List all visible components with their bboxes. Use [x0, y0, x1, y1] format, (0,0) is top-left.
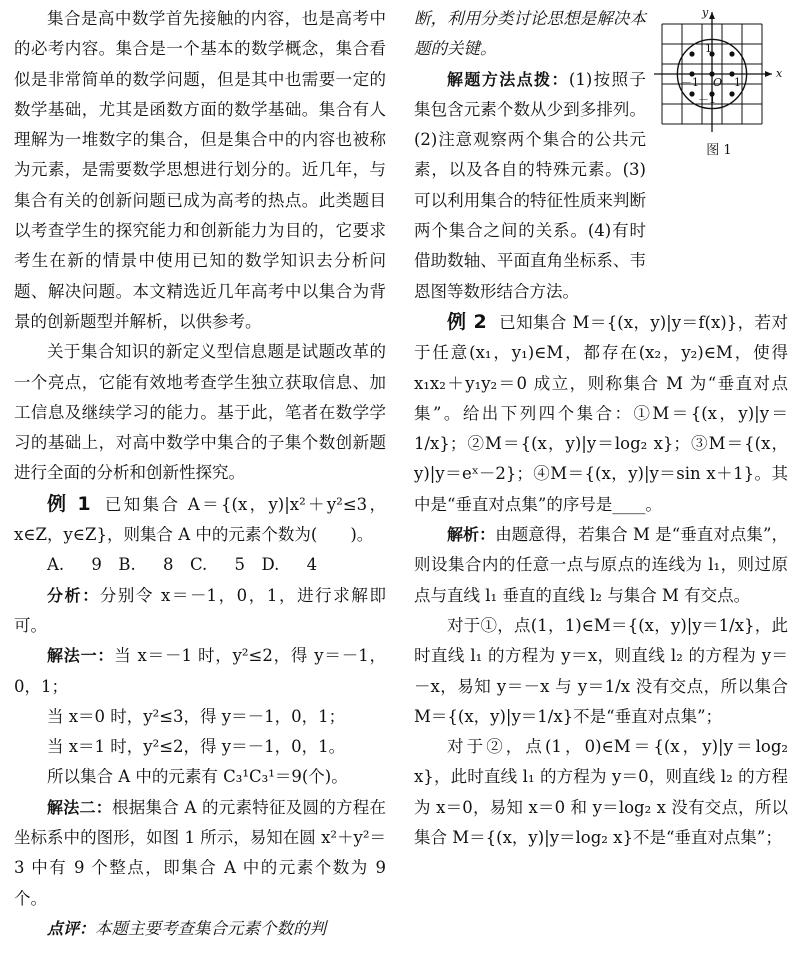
figure-side-text	[414, 4, 646, 307]
solution-1-line-4: 所以集合 A 中的元素有 C₃¹C₃¹＝9(个)。	[47, 767, 348, 787]
x-axis-arrow	[765, 71, 772, 77]
intro-paragraph-2: 关于集合知识的新定义型信息题是试题改革的一个亮点，它能有效地考查学生独立获取信息、加工信息及继续学习的能力。基于此，笔者在数学学习的基础上，对高中数学中集合的子集个数创新题进行全面的分析和创新性探究。	[14, 342, 386, 483]
example-1-label: 例 1	[47, 492, 91, 515]
right-column	[414, 4, 788, 853]
y-axis-label: y	[702, 6, 709, 19]
x-axis-label: x	[776, 67, 783, 80]
left-column	[14, 4, 386, 944]
figure-1	[650, 4, 788, 307]
example-1-options: A. 9 B. 8 C. 5 D. 4	[47, 555, 318, 575]
example-2	[414, 307, 788, 520]
figure-1-caption: 图 1	[706, 143, 732, 158]
method-tips-text: (1)按照子集包含元素个数从少到多排列。(2)注意观察两个集合的公共元素，以及各自的特殊元素。(3)可以利用集合的特征性质来判断两个集合之间的关系。(4)有时借助数轴、平面直角坐标系、韦恩图等数形结合方法。	[414, 69, 646, 301]
jiexi-label: 解析：	[447, 525, 496, 545]
method-tips	[414, 65, 646, 307]
method-tips-label: 解题方法点拨：	[447, 69, 569, 89]
comment-label: 点评：	[47, 918, 96, 938]
jiexi-text: 由题意得，若集合 M 是“垂直对点集”，则设集合内的任意一点与原点的连线为 l₁，则过原点与直线 l₁ 垂直的直线 l₂ 与集合 M 有交点。	[414, 525, 788, 605]
example-1-text: 已知集合 A＝{(x，y)|x²＋y²≤3，x∈Z，y∈Z}，则集合 A 中的元素个数为( )。	[14, 494, 386, 545]
solution-1-line-2: 当 x＝0 时，y²≤3，得 y＝－1，0，1；	[47, 706, 346, 726]
intro-paragraph-1: 集合是高中数学首先接触的内容，也是高考中的必考内容。集合是一个基本的数学概念，集合看似是非常简单的数学问题，但是其中也需要一定的数学基础，尤其是函数方面的数学基础。集合有人理解为一堆数字的集合，但是集合中的内容也被称为元素，是需要数学思想进行划分的。近几年，与集合有关的创新问题已成为高考的热点。此类题目以考查学生的探究能力和创新能力为目的，它要求考生在新的情景中使用已知的数学知识去分析问题、解决问题。本文精选近几年高考中以集合为背景的创新题型并解析，以供参考。	[14, 9, 386, 331]
comment-continuation: 断，利用分类讨论思想是解决本题的关键。	[414, 9, 646, 59]
figure-row	[414, 4, 788, 307]
x-tick-neg1: －1	[681, 76, 699, 89]
jiexi	[414, 520, 788, 611]
solution-2-label: 解法二：	[47, 797, 113, 817]
origin-label: O	[713, 76, 723, 89]
solution-2-text: 根据集合 A 的元素特征及圆的方程在坐标系中的图形，如图 1 所示，易知在圆 x²＋y²＝3 中有 9 个整点，即集合 A 中的元素个数为 9 个。	[14, 797, 386, 908]
solution-1-line-1	[14, 641, 386, 702]
example-2-label: 例 2	[447, 310, 487, 333]
y-tick-neg1: －1	[698, 93, 716, 106]
figure-1-graph	[650, 4, 788, 136]
x-tick-1: 1	[734, 76, 741, 89]
example-2-text: 已知集合 M＝{(x，y)|y＝f(x)}，若对于任意(x₁，y₁)∈M，都存在(x₂，y₂)∈M，使得 x₁x₂＋y₁y₂＝0 成立，则称集合 M 为“垂直对点集”。给出下列四个集合：①M＝{(x，y)|y＝1/x}；②M＝{(x，y)|y＝log₂ x}；③M＝{(x，y)|y＝eˣ－2}；④M＝{(x，y)|y＝sin x＋1}。其中是“垂直对点集”的序号是____。	[414, 312, 788, 514]
case-1: 对于①，点(1，1)∈M＝{(x，y)|y＝1/x}，此时直线 l₁ 的方程为 y＝x，则直线 l₂ 的方程为 y＝－x，易知 y＝－x 与 y＝1/x 没有交点，所以集合 M＝{(x，y)|y＝1/x}不是“垂直对点集”；	[414, 615, 788, 726]
example-1	[14, 489, 386, 551]
comment	[14, 914, 386, 944]
solution-2	[14, 793, 386, 914]
y-tick-1: 1	[705, 42, 712, 55]
solution-1-text-1: 当 x＝－1 时，y²≤2，得 y＝－1，0，1；	[14, 646, 386, 696]
case-2: 对于②，点(1，0)∈M＝{(x，y)|y＝log₂ x}，此时直线 l₁ 的方程为 y＝0，则直线 l₂ 的方程为 x＝0，易知 x＝0 和 y＝log₂ x 没有交点，所以集合 M＝{(x，y)|y＝log₂ x}不是“垂直对点集”；	[414, 737, 788, 848]
analysis	[14, 581, 386, 642]
solution-1-label: 解法一：	[47, 646, 115, 666]
analysis-label: 分析：	[47, 585, 100, 605]
solution-1-line-3: 当 x＝1 时，y²≤2，得 y＝－1，0，1。	[47, 737, 346, 757]
comment-text: 本题主要考查集合元素个数的判	[95, 918, 327, 938]
y-axis-arrow	[709, 12, 715, 19]
analysis-text: 分别令 x＝－1，0，1，进行求解即可。	[14, 585, 386, 635]
